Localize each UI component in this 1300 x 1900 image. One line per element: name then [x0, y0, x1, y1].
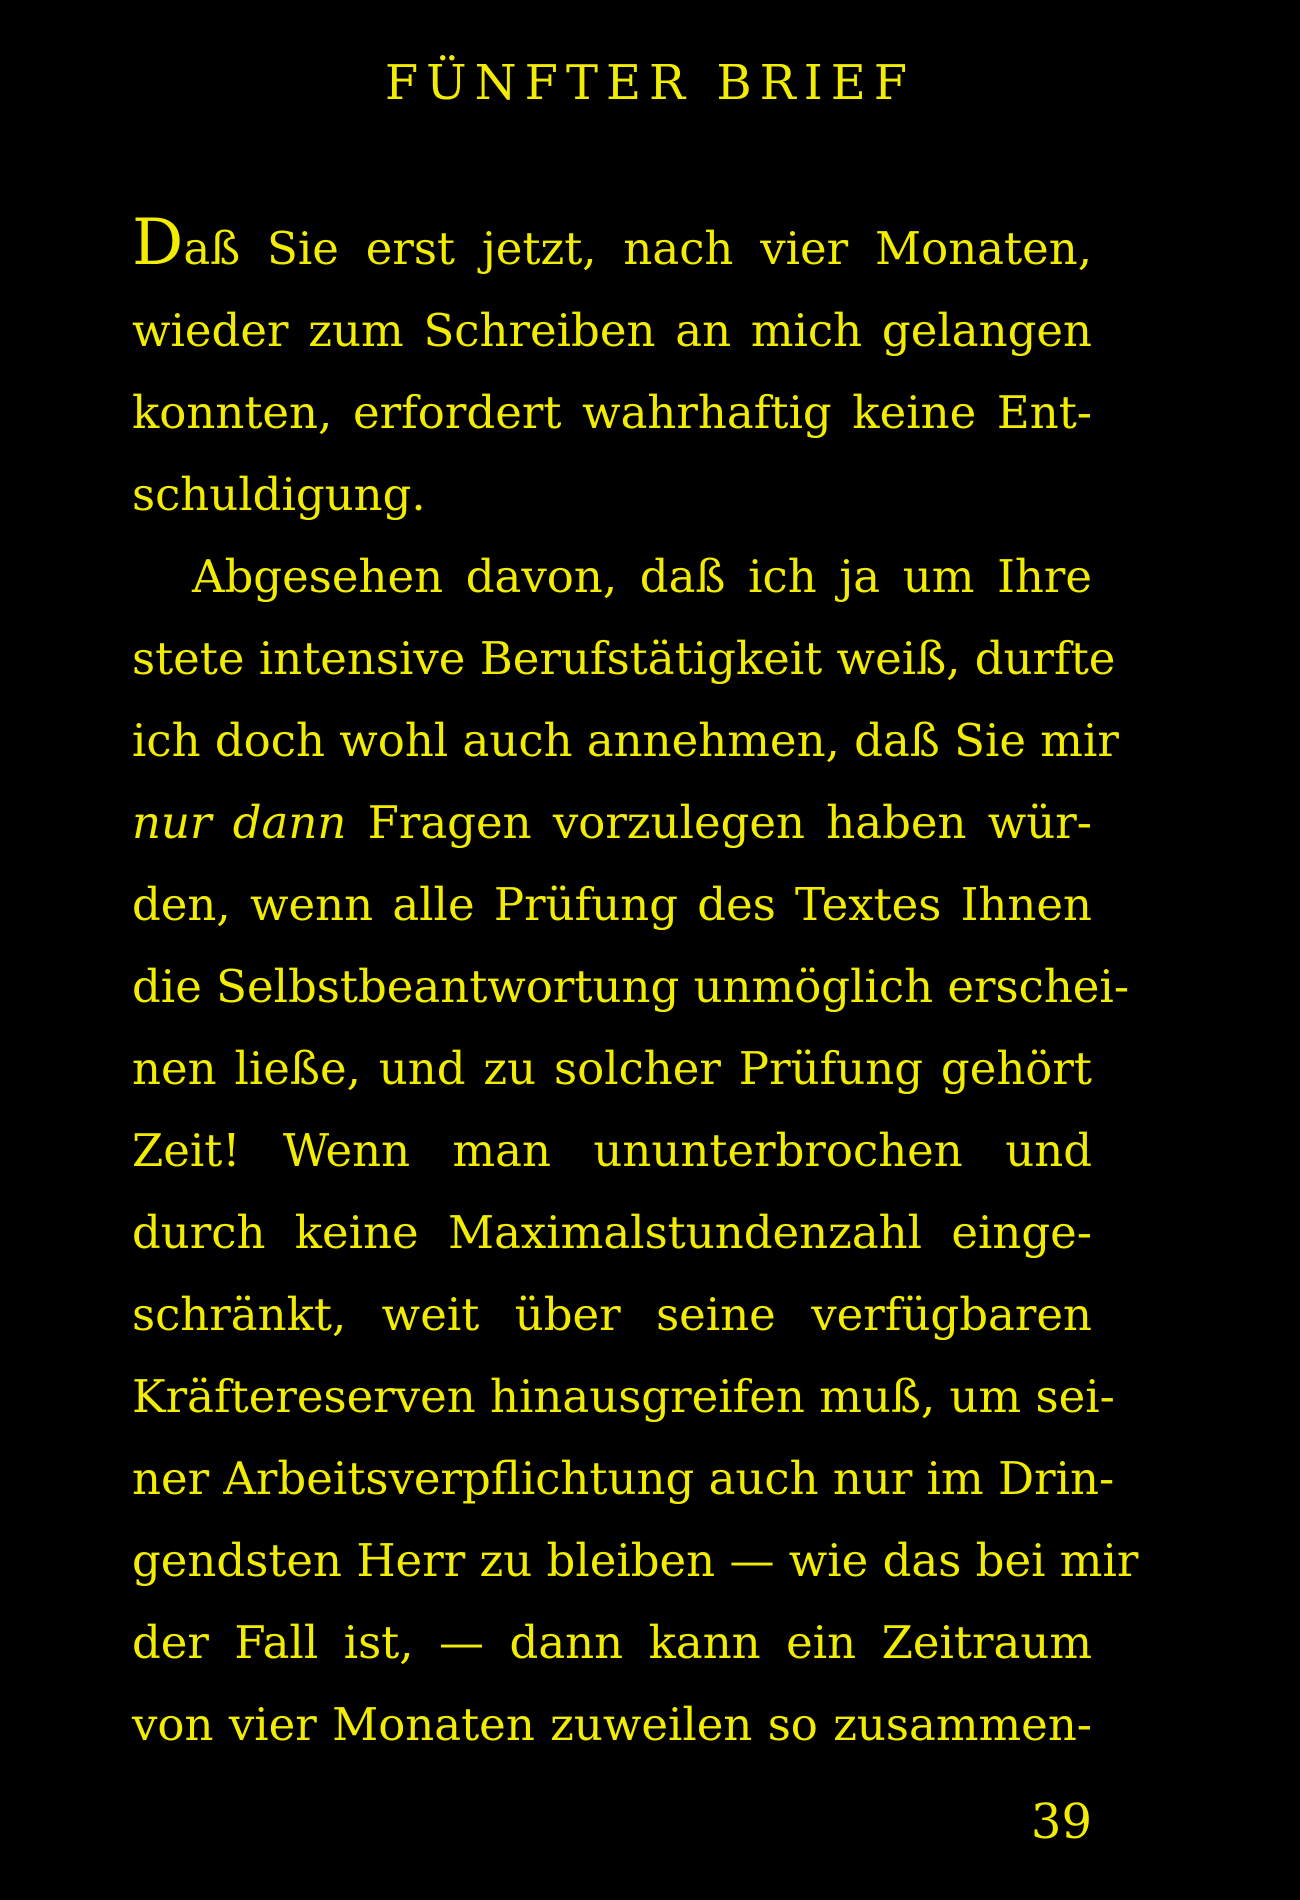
text-line: [132, 782, 1092, 864]
line-text: Fragen vorzulegen haben wür-: [346, 796, 1092, 849]
text-line: stete intensive Berufstätigkeit weiß, durfte: [132, 632, 1116, 685]
text-line: nen ließe, und zu solcher Prüfung gehört: [132, 1042, 1092, 1095]
text-line: die Selbstbeantwortung unmöglich erschei-: [132, 960, 1130, 1013]
text-line: Kräftereserven hinausgreifen muß, um sei-: [132, 1370, 1115, 1423]
text-line: schuldigung.: [132, 468, 426, 521]
paragraph-1: [132, 208, 1092, 536]
text-line: ner Arbeitsverpflichtung auch nur im Drin-: [132, 1452, 1115, 1505]
emphasis-text: nur dann: [132, 796, 347, 849]
body-text: [132, 206, 1139, 1766]
paragraph-2: [132, 536, 1139, 1766]
text-line: Abgesehen davon, daß ich ja um Ihre: [192, 550, 1092, 603]
text-line: ich doch wohl auch annehmen, daß Sie mir: [132, 714, 1119, 767]
text-line: der Fall ist, — dann kann ein Zeitraum: [132, 1616, 1092, 1669]
initial-letter: D: [132, 206, 184, 280]
text-line: durch keine Maximalstundenzahl einge-: [132, 1206, 1092, 1259]
text-line: gendsten Herr zu bleiben — wie das bei mir: [132, 1534, 1139, 1587]
text-line: Zeit! Wenn man ununterbrochen und: [132, 1124, 1092, 1177]
text-line: [132, 208, 1092, 290]
chapter-heading: FÜNFTER BRIEF: [384, 55, 916, 111]
text-line: wieder zum Schreiben an mich gelangen: [132, 304, 1092, 357]
page-number: 39: [1030, 1794, 1092, 1850]
text-line: konnten, erfordert wahrhaftig keine Ent-: [132, 386, 1092, 439]
text-line: den, wenn alle Prüfung des Textes Ihnen: [132, 878, 1092, 931]
text-line: schränkt, weit über seine verfügbaren: [132, 1288, 1092, 1341]
text-line: von vier Monaten zuweilen so zusammen-: [132, 1698, 1092, 1751]
line-text: aß Sie erst jetzt, nach vier Monaten,: [183, 222, 1092, 275]
